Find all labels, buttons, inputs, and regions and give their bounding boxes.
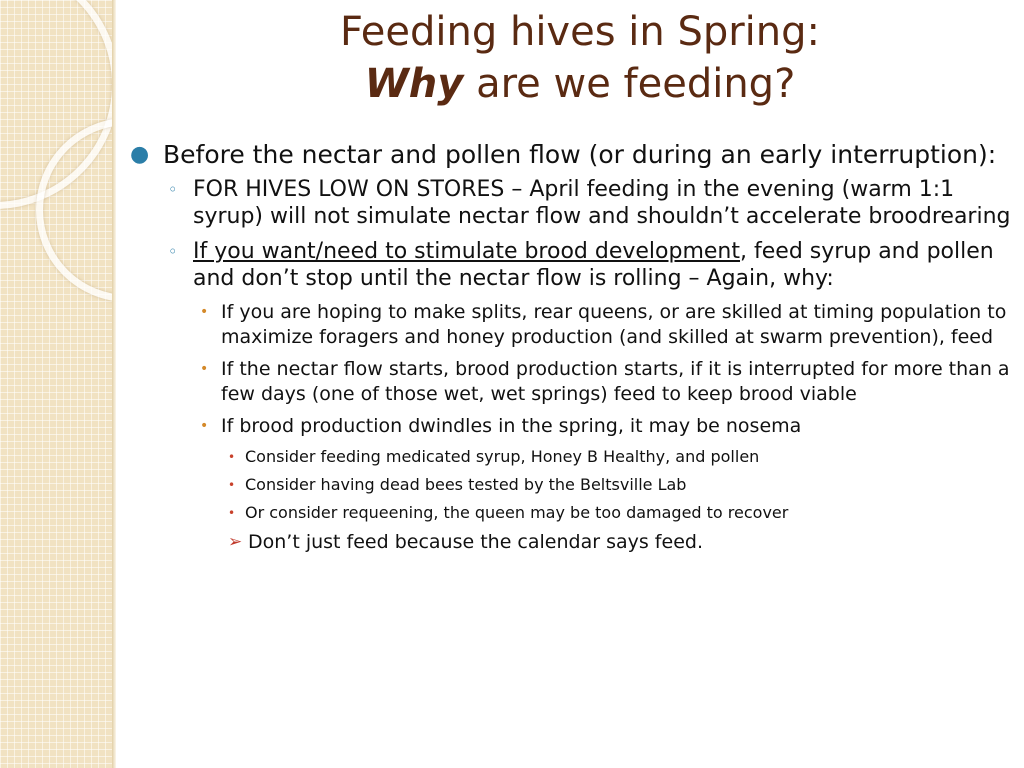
list-item-level4 bbox=[130, 502, 1015, 524]
list-item-text: Consider feeding medicated syrup, Honey B Healthy, and pollen bbox=[245, 447, 760, 466]
list-item-text: Or consider requeening, the queen may be too damaged to recover bbox=[245, 503, 789, 522]
list-item-level3 bbox=[130, 300, 1015, 350]
list-item-level2 bbox=[130, 238, 1015, 292]
list-item-text: Consider having dead bees tested by the Beltsville Lab bbox=[245, 475, 687, 494]
title-line-2-rest: are we feeding? bbox=[463, 61, 796, 107]
bullet-small-dot-icon: • bbox=[200, 304, 209, 320]
list-item-level3 bbox=[130, 357, 1015, 407]
list-item-level4 bbox=[130, 474, 1015, 496]
bullet-tiny-dot-icon: • bbox=[228, 506, 236, 520]
list-item-level4 bbox=[130, 446, 1015, 468]
title-emphasis: Why bbox=[364, 61, 464, 107]
list-item-text: If brood production dwindles in the spring, it may be nosema bbox=[221, 415, 802, 437]
bullet-tiny-dot-icon: • bbox=[228, 450, 236, 464]
title-line-2 bbox=[150, 58, 1010, 110]
bullet-tiny-dot-icon: • bbox=[228, 478, 236, 492]
list-item-text: Don’t just feed because the calendar says feed. bbox=[248, 531, 703, 553]
list-item-text: If you are hoping to make splits, rear queens, or are skilled at timing population to maximize foragers and honey production (and skilled at swarm prevention), feed bbox=[221, 301, 1007, 348]
bullet-small-dot-icon: • bbox=[200, 418, 209, 434]
slide-body bbox=[130, 140, 1015, 555]
list-item-text: Before the nectar and pollen flow (or during an early interruption): bbox=[163, 140, 997, 169]
sidebar-edge-shadow bbox=[112, 0, 116, 768]
bullet-circle-icon: ◦ bbox=[168, 242, 178, 261]
list-item-text: , feed syrup and pollen and don’t stop until the nectar flow is rolling – Again, why: bbox=[193, 239, 994, 291]
bullet-small-dot-icon: • bbox=[200, 361, 209, 377]
list-item-level1 bbox=[130, 140, 1015, 170]
arrow-bullet-icon: ➢ bbox=[228, 532, 243, 552]
list-item-level3 bbox=[130, 414, 1015, 439]
slide-title bbox=[150, 6, 1010, 110]
list-item-text: If the nectar flow starts, brood production starts, if it is interrupted for more than a few days (one of those wet, wet springs) feed to keep brood viable bbox=[221, 358, 1010, 405]
decorative-sidebar bbox=[0, 0, 112, 768]
title-line-1: Feeding hives in Spring: bbox=[339, 9, 821, 55]
bullet-circle-icon: ◦ bbox=[168, 180, 178, 199]
bullet-dot-icon: ● bbox=[130, 142, 150, 167]
underlined-text: If you want/need to stimulate brood development bbox=[193, 239, 741, 264]
list-item-arrow bbox=[130, 530, 1015, 555]
list-item-text: FOR HIVES LOW ON STORES – April feeding in the evening (warm 1:1 syrup) will not simulate nectar flow and shouldn’t accelerate broodrearing bbox=[193, 177, 1011, 229]
list-item-level2 bbox=[130, 176, 1015, 230]
